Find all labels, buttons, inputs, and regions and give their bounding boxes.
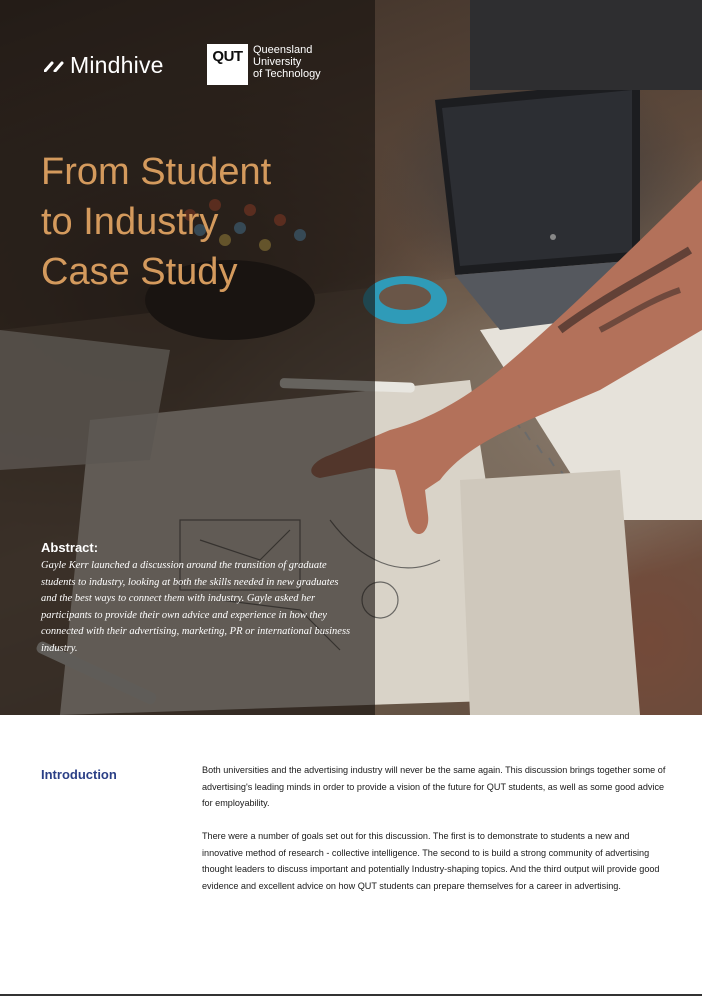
title-line: From Student bbox=[41, 151, 272, 193]
introduction-heading: Introduction bbox=[41, 767, 117, 782]
page-title bbox=[41, 147, 361, 297]
abstract-body: Gayle Kerr launched a discussion around the transition of graduate students to industry, looking at both the skills needed in new graduates and the best ways to connect them with industry. Gayle asked her participants to provide their own advice and experience in how they connected with their advertising, marketing, PR or international business industry. bbox=[41, 560, 351, 654]
introduction-body bbox=[202, 762, 667, 894]
qut-name-line: of Technology bbox=[253, 68, 321, 80]
qut-name-line: Queensland bbox=[253, 44, 313, 56]
qut-logo bbox=[207, 44, 321, 85]
abstract-block bbox=[41, 540, 361, 657]
mindhive-wordmark: Mindhive bbox=[70, 52, 164, 78]
qut-name-line: University bbox=[253, 56, 302, 68]
title-line: Case Study bbox=[41, 251, 238, 293]
intro-paragraph: Both universities and the advertising industry will never be the same again. This discussion brings together some of advertising's leading minds in order to provide a vision of the future for QUT students, as well as some good advice for employability. bbox=[202, 765, 666, 808]
mindhive-mark-icon bbox=[44, 60, 64, 72]
intro-paragraph: There were a number of goals set out for this discussion. The first is to demonstrate to students a new and innovative method of research - collective intelligence. The second to is build a strong community of advertising thought leaders to discuss important and potentially Industry-shaping topics. And the third output will provide good evidence and excellent advice on how QUT students can prepare themselves for a career in advertising. bbox=[202, 831, 660, 891]
mindhive-logo bbox=[44, 52, 164, 79]
title-line: to Industry bbox=[41, 201, 219, 243]
qut-mark: QUT bbox=[207, 44, 248, 85]
abstract-heading: Abstract: bbox=[41, 540, 99, 555]
qut-name bbox=[253, 44, 321, 80]
